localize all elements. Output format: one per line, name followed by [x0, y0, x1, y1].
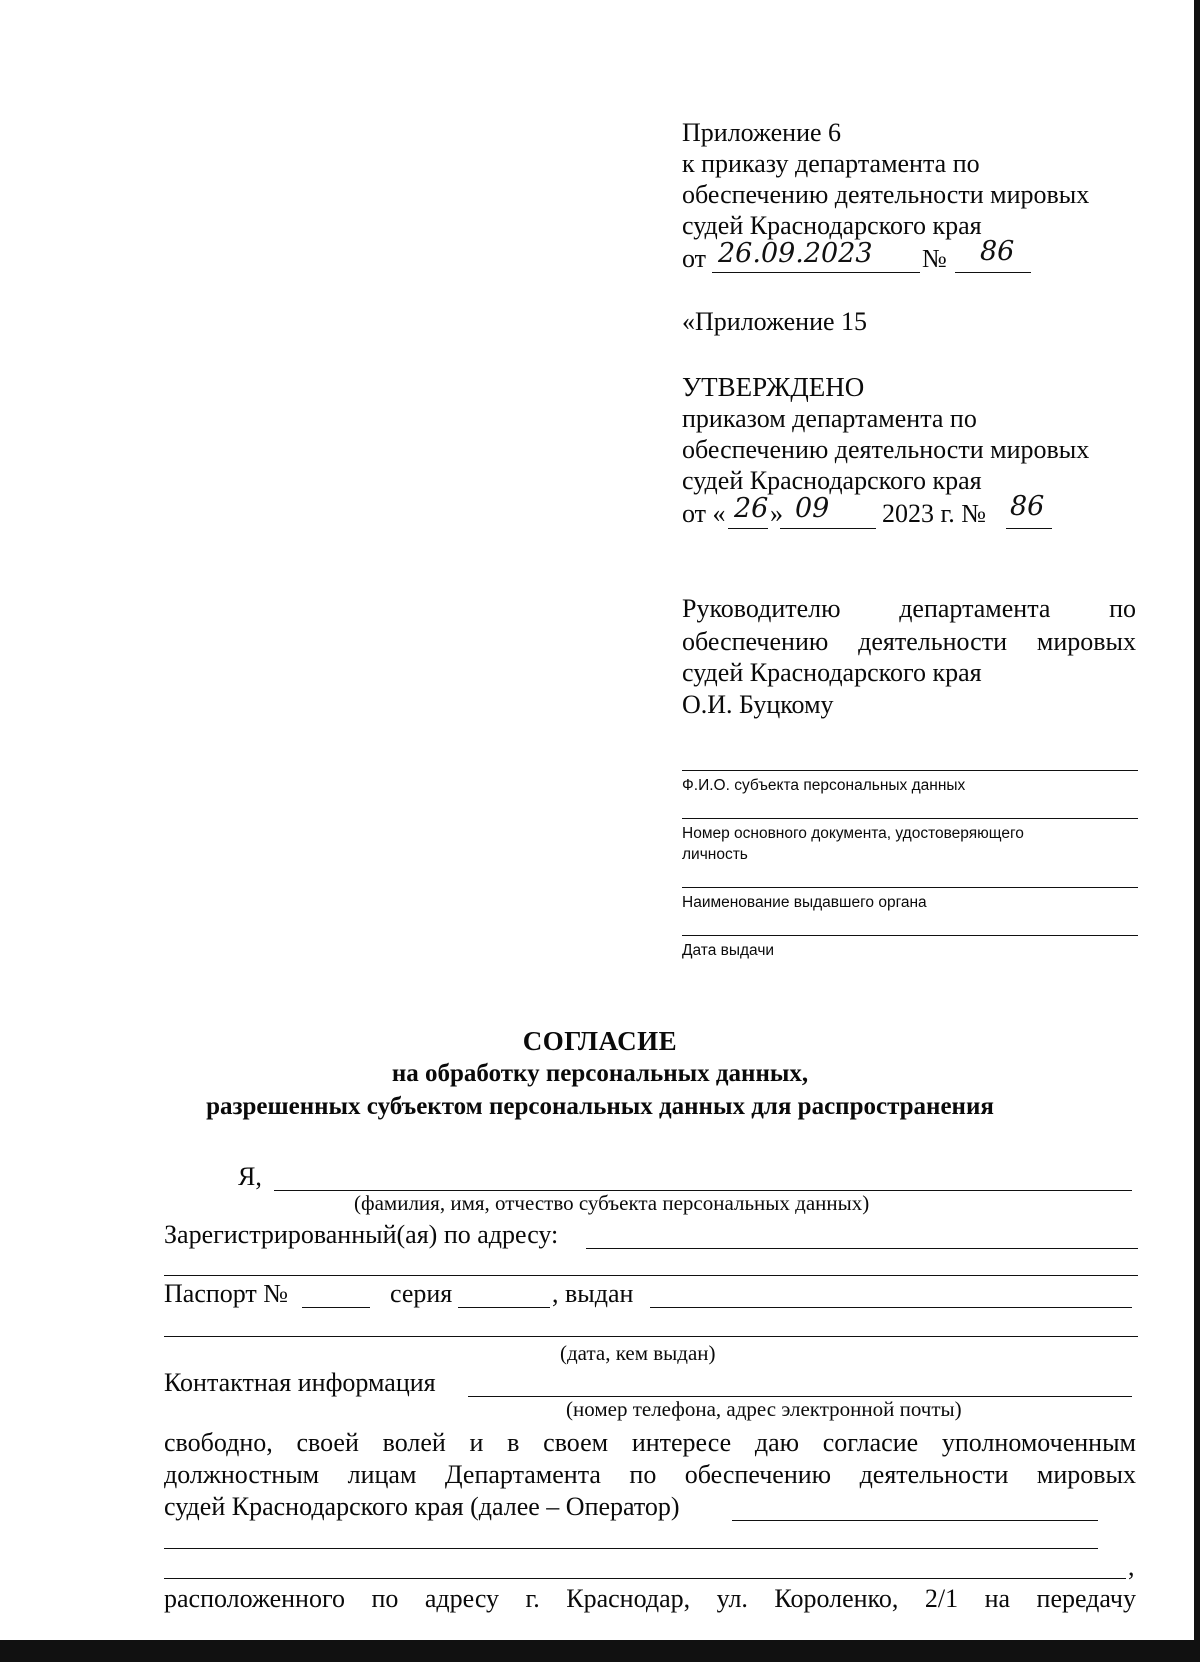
appendix-line2: к приказу департамента по: [682, 149, 980, 178]
addressee-line4: О.И. Буцкому: [682, 690, 834, 719]
scan-border-right: [1194, 0, 1200, 1662]
series-input-line[interactable]: [458, 1307, 550, 1308]
operator-comma: ,: [1128, 1552, 1135, 1581]
addressee-line2-word1: обеспечению: [682, 627, 829, 656]
series-label: серия: [390, 1279, 453, 1308]
addressee-line1-word2: департамента: [899, 594, 1051, 623]
issuer-caption: Наименование выдавшего органа: [682, 894, 927, 911]
addressee-line2: [682, 627, 1136, 657]
addressee-line1: [682, 594, 1136, 624]
fio-full-caption: (фамилия, имя, отчество субъекта персональных данных): [354, 1191, 870, 1215]
addressee-line3: судей Краснодарского края: [682, 658, 982, 687]
approved-day-handwritten: 26: [734, 493, 769, 524]
appendix15-title: «Приложение 15: [682, 307, 868, 336]
consent-para-line3: судей Краснодарского края (далее – Оператор): [164, 1492, 680, 1521]
consent-para-line2: должностным лицам Департамента по обеспечению деятельности мировых: [164, 1460, 1136, 1489]
scan-border-bottom: [0, 1640, 1200, 1662]
issue-date-caption: Дата выдачи: [682, 942, 775, 959]
approved-quote-close: »: [770, 499, 783, 528]
appendix-line3: обеспечению деятельности мировых: [682, 180, 1090, 209]
doc-number-input-line[interactable]: [682, 818, 1138, 819]
approved-line4: судей Краснодарского края: [682, 466, 982, 495]
approved-title: УТВЕРЖДЕНО: [682, 372, 865, 402]
registered-label: Зарегистрированный(ая) по адресу:: [164, 1220, 559, 1249]
operator-input-line1[interactable]: [732, 1520, 1098, 1521]
addressee-line1-word3: по: [1109, 594, 1136, 623]
approved-month-underline: [780, 528, 876, 529]
appendix-number-handwritten: 86: [980, 236, 1015, 267]
approved-number-handwritten: 86: [1010, 491, 1045, 522]
consent-para2-line1: расположенного по адресу г. Краснодар, ул. Короленко, 2/1 на передачу: [164, 1584, 1136, 1613]
consent-subtitle-line2: разрешенных субъектом персональных данных для распространения: [206, 1093, 994, 1120]
i-label: Я,: [238, 1162, 262, 1191]
approved-line3: обеспечению деятельности мировых: [682, 435, 1090, 464]
address-input-line2[interactable]: [164, 1275, 1138, 1276]
appendix-date-handwritten: 26.09.2023: [718, 238, 873, 269]
appendix-title: Приложение 6: [682, 118, 842, 147]
passport-number-input-line[interactable]: [302, 1307, 370, 1308]
addressee-line1-word1: Руководителю: [682, 594, 841, 623]
issuer-input-line[interactable]: [682, 887, 1138, 888]
appendix-line4: судей Краснодарского края: [682, 211, 982, 240]
approved-number-underline: [1006, 528, 1052, 529]
issued-input-line2[interactable]: [164, 1336, 1138, 1337]
appendix-from-prefix: от: [682, 244, 707, 273]
addressee-line2-word3: мировых: [1036, 627, 1136, 656]
appendix-number-underline: [955, 272, 1031, 273]
approved-line2: приказом департамента по: [682, 404, 977, 433]
contact-caption: (номер телефона, адрес электронной почты): [566, 1397, 962, 1421]
approved-from-prefix: от «: [682, 499, 726, 528]
approved-month-handwritten: 09: [795, 493, 830, 524]
consent-subtitle-line1: на обработку персональных данных,: [391, 1060, 809, 1087]
operator-input-line2[interactable]: [164, 1548, 1098, 1549]
addressee-line2-word2: деятельности: [858, 627, 1007, 656]
fio-input-line[interactable]: [682, 770, 1138, 771]
issued-label: , выдан: [552, 1279, 634, 1308]
passport-label: Паспорт №: [164, 1279, 289, 1308]
approved-year-suffix: 2023 г. №: [882, 499, 987, 528]
doc-number-caption-line2: личность: [682, 846, 748, 863]
doc-number-caption-line1: Номер основного документа, удостоверяющего: [682, 825, 1024, 842]
address-input-line1[interactable]: [586, 1248, 1138, 1249]
consent-title: СОГЛАСИЕ: [522, 1026, 678, 1056]
issued-caption: (дата, кем выдан): [560, 1341, 716, 1365]
issue-date-input-line[interactable]: [682, 935, 1138, 936]
appendix-date-underline: [712, 272, 920, 273]
approved-day-underline: [728, 528, 768, 529]
appendix-number-sign: №: [922, 244, 947, 273]
issued-input-line1[interactable]: [650, 1307, 1132, 1308]
fio-caption: Ф.И.О. субъекта персональных данных: [682, 777, 966, 794]
consent-para-line1: свободно, своей волей и в своем интересе даю согласие уполномоченным: [164, 1428, 1136, 1457]
operator-input-line3[interactable]: [164, 1578, 1126, 1579]
contact-label: Контактная информация: [164, 1368, 436, 1397]
